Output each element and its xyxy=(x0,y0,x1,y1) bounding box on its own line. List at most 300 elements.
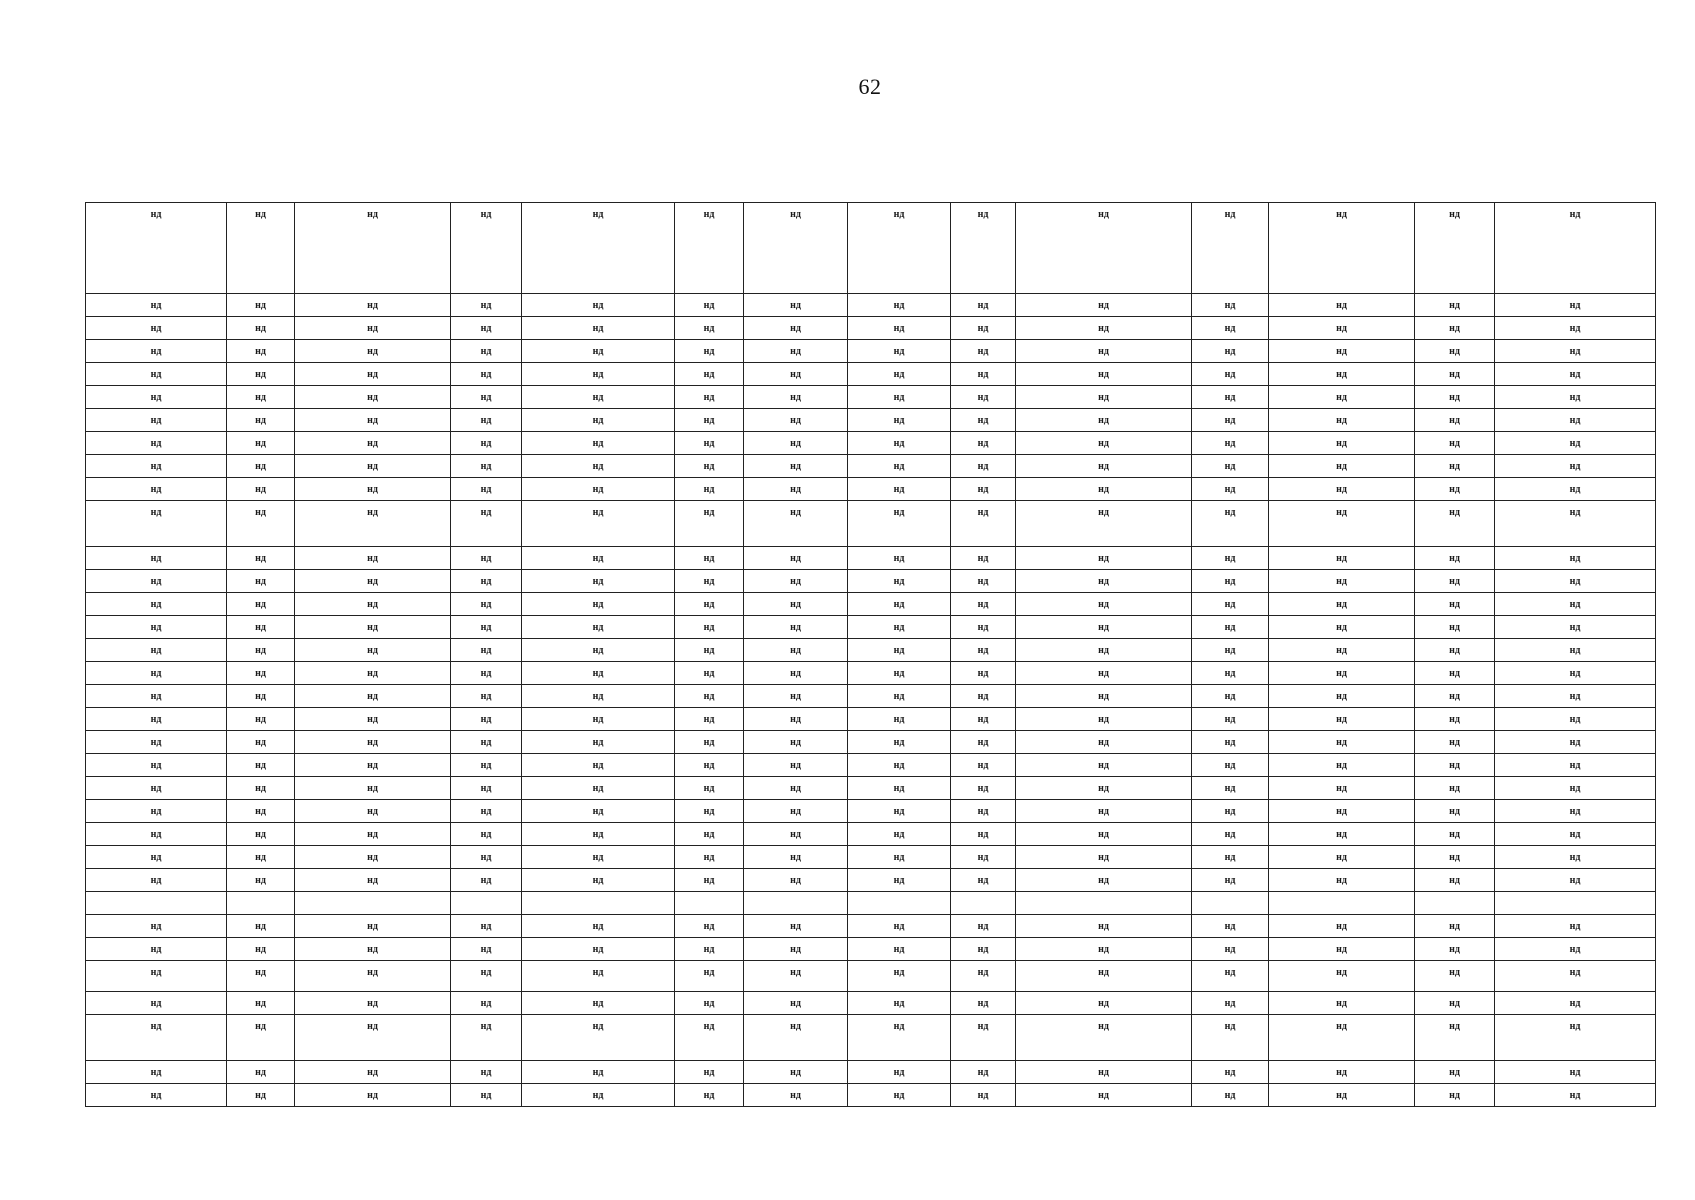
table-cell xyxy=(295,455,451,478)
table-cell xyxy=(1016,593,1192,616)
cell-text: нд xyxy=(893,921,905,932)
table-cell xyxy=(1495,501,1656,547)
cell-text: нд xyxy=(480,783,492,794)
cell-text: нд xyxy=(367,875,378,886)
table-cell xyxy=(744,869,848,892)
cell-text: нд xyxy=(480,1090,492,1101)
table-cell xyxy=(675,616,744,639)
cell-text: нд xyxy=(1336,323,1347,334)
table-cell xyxy=(295,593,451,616)
cell-text: нд xyxy=(1098,438,1109,449)
cell-text: нд xyxy=(1569,737,1581,748)
cell-text: нд xyxy=(255,553,266,564)
table-row xyxy=(86,294,1656,317)
table-cell xyxy=(451,1084,522,1107)
cell-text: нд xyxy=(703,852,715,863)
cell-text: нд xyxy=(480,392,492,403)
cell-text: нд xyxy=(592,392,604,403)
table-cell xyxy=(744,823,848,846)
table-cell xyxy=(1192,616,1269,639)
cell-text: нд xyxy=(480,852,492,863)
table-cell xyxy=(848,892,951,915)
cell-text: нд xyxy=(1569,967,1581,978)
table-cell xyxy=(675,992,744,1015)
header-cell-text: нд xyxy=(703,209,715,220)
table-cell xyxy=(295,317,451,340)
table-cell xyxy=(1269,363,1415,386)
table-cell xyxy=(951,501,1016,547)
cell-text: нд xyxy=(790,944,801,955)
cell-text: нд xyxy=(1224,691,1236,702)
table-cell xyxy=(227,432,295,455)
table-cell xyxy=(451,593,522,616)
cell-text: нд xyxy=(1336,300,1347,311)
cell-text: нд xyxy=(1336,783,1347,794)
table-cell xyxy=(951,455,1016,478)
table-cell xyxy=(522,992,675,1015)
table-cell xyxy=(451,1015,522,1061)
cell-text: нд xyxy=(480,599,492,610)
table-cell xyxy=(1192,386,1269,409)
table-cell xyxy=(1415,800,1495,823)
cell-text: нд xyxy=(367,553,378,564)
table-cell xyxy=(1016,777,1192,800)
table-row xyxy=(86,363,1656,386)
table-cell xyxy=(1192,340,1269,363)
cell-text: нд xyxy=(592,507,604,518)
table-cell xyxy=(744,294,848,317)
table-cell xyxy=(744,800,848,823)
cell-text: нд xyxy=(367,783,378,794)
table-cell xyxy=(848,823,951,846)
table-cell xyxy=(1495,386,1656,409)
table-cell xyxy=(848,593,951,616)
table-cell xyxy=(1269,915,1415,938)
cell-text: нд xyxy=(480,1021,492,1032)
cell-text: нд xyxy=(150,875,162,886)
table-cell xyxy=(1016,754,1192,777)
header-cell-text: нд xyxy=(790,209,801,220)
cell-text: нд xyxy=(255,300,266,311)
cell-text: нд xyxy=(367,691,378,702)
cell-text: нд xyxy=(592,461,604,472)
table-cell xyxy=(951,708,1016,731)
table-cell xyxy=(86,570,227,593)
table-cell xyxy=(1495,593,1656,616)
cell-text: нд xyxy=(790,852,801,863)
table-cell xyxy=(1415,386,1495,409)
cell-text: нд xyxy=(255,576,266,587)
cell-text: нд xyxy=(703,369,715,380)
table-cell xyxy=(951,639,1016,662)
table-cell xyxy=(86,478,227,501)
cell-text: нд xyxy=(150,967,162,978)
table-cell xyxy=(451,992,522,1015)
table-cell xyxy=(1415,823,1495,846)
cell-text: нд xyxy=(1569,461,1581,472)
table-cell xyxy=(451,846,522,869)
cell-text: нд xyxy=(255,622,266,633)
table-cell xyxy=(1192,777,1269,800)
cell-text: нд xyxy=(1449,944,1460,955)
cell-text: нд xyxy=(1098,852,1109,863)
table-cell xyxy=(848,294,951,317)
cell-text: нд xyxy=(367,484,378,495)
header-cell-text: нд xyxy=(1336,209,1347,220)
cell-text: нд xyxy=(592,691,604,702)
cell-text: нд xyxy=(703,1067,715,1078)
table-header-cell xyxy=(522,203,675,294)
table-cell xyxy=(675,800,744,823)
cell-text: нд xyxy=(1449,1021,1460,1032)
cell-text: нд xyxy=(893,553,905,564)
table-cell xyxy=(1016,340,1192,363)
table-cell xyxy=(1415,685,1495,708)
table-cell xyxy=(1192,363,1269,386)
table-cell xyxy=(522,547,675,570)
table-cell xyxy=(227,1061,295,1084)
table-cell xyxy=(522,616,675,639)
cell-text: нд xyxy=(1336,967,1347,978)
cell-text: нд xyxy=(1224,1021,1236,1032)
cell-text: нд xyxy=(1098,323,1109,334)
table-cell xyxy=(1016,869,1192,892)
table-cell xyxy=(951,340,1016,363)
cell-text: нд xyxy=(592,599,604,610)
cell-text: нд xyxy=(1569,921,1581,932)
table-row xyxy=(86,1015,1656,1061)
cell-text: нд xyxy=(1569,415,1581,426)
cell-text: нд xyxy=(703,461,715,472)
cell-text: нд xyxy=(1224,714,1236,725)
table-cell xyxy=(744,662,848,685)
cell-text: нд xyxy=(1569,507,1581,518)
cell-text: нд xyxy=(1224,622,1236,633)
table-cell xyxy=(295,731,451,754)
table-cell xyxy=(951,869,1016,892)
table-cell xyxy=(522,800,675,823)
table-cell xyxy=(522,501,675,547)
cell-text: нд xyxy=(893,645,905,656)
cell-text: нд xyxy=(592,300,604,311)
table-cell xyxy=(1495,340,1656,363)
header-cell-text: нд xyxy=(1449,209,1460,220)
cell-text: нд xyxy=(480,553,492,564)
cell-text: нд xyxy=(703,438,715,449)
cell-text: нд xyxy=(1098,599,1109,610)
table-cell xyxy=(295,570,451,593)
table-row xyxy=(86,938,1656,961)
cell-text: нд xyxy=(592,645,604,656)
table-row xyxy=(86,892,1656,915)
table-cell xyxy=(1016,915,1192,938)
cell-text: нд xyxy=(1449,668,1460,679)
cell-text: нд xyxy=(255,737,266,748)
cell-text: нд xyxy=(1224,783,1236,794)
table-cell xyxy=(848,915,951,938)
cell-text: нд xyxy=(1098,944,1109,955)
table-cell xyxy=(848,363,951,386)
table-cell xyxy=(522,823,675,846)
table-cell xyxy=(1192,754,1269,777)
cell-text: нд xyxy=(1224,760,1236,771)
cell-text: нд xyxy=(703,507,715,518)
table-cell xyxy=(1192,708,1269,731)
table-cell xyxy=(951,317,1016,340)
cell-text: нд xyxy=(1224,415,1236,426)
table-cell xyxy=(451,708,522,731)
table-cell xyxy=(227,961,295,992)
cell-text: нд xyxy=(977,622,989,633)
cell-text: нд xyxy=(1098,484,1109,495)
cell-text: нд xyxy=(1449,806,1460,817)
table-header-cell xyxy=(1495,203,1656,294)
cell-text: нд xyxy=(703,300,715,311)
table-cell xyxy=(848,386,951,409)
cell-text: нд xyxy=(480,438,492,449)
cell-text: нд xyxy=(1569,300,1581,311)
table-cell xyxy=(1269,938,1415,961)
cell-text: нд xyxy=(1224,852,1236,863)
table-cell xyxy=(1415,432,1495,455)
table-cell xyxy=(451,754,522,777)
cell-text: нд xyxy=(893,714,905,725)
table-header-cell xyxy=(1415,203,1495,294)
table-cell xyxy=(1269,294,1415,317)
table-cell xyxy=(744,570,848,593)
cell-text: нд xyxy=(893,691,905,702)
table-cell xyxy=(848,570,951,593)
cell-text: нд xyxy=(1098,921,1109,932)
page-number: 62 xyxy=(858,74,882,99)
cell-text: нд xyxy=(1449,369,1460,380)
table-cell xyxy=(675,593,744,616)
table-cell xyxy=(86,823,227,846)
cell-text: нд xyxy=(1224,576,1236,587)
table-cell xyxy=(744,432,848,455)
cell-text: нд xyxy=(703,415,715,426)
cell-text: нд xyxy=(977,944,989,955)
table-cell xyxy=(86,432,227,455)
cell-text: нд xyxy=(150,1021,162,1032)
cell-text: нд xyxy=(480,875,492,886)
table-cell xyxy=(744,708,848,731)
cell-text: нд xyxy=(1224,323,1236,334)
table-row xyxy=(86,432,1656,455)
cell-text: нд xyxy=(1224,392,1236,403)
table-cell xyxy=(227,478,295,501)
table-cell xyxy=(675,1084,744,1107)
table-cell xyxy=(227,294,295,317)
table-cell xyxy=(86,363,227,386)
table-cell xyxy=(951,1061,1016,1084)
table-cell xyxy=(848,754,951,777)
table-cell xyxy=(744,317,848,340)
table-cell xyxy=(1016,570,1192,593)
table-cell xyxy=(744,1084,848,1107)
cell-text: нд xyxy=(893,576,905,587)
cell-text: нд xyxy=(977,300,989,311)
cell-text: нд xyxy=(1569,1067,1581,1078)
cell-text: нд xyxy=(790,921,801,932)
table-cell xyxy=(1192,915,1269,938)
cell-text: нд xyxy=(1098,806,1109,817)
cell-text: нд xyxy=(592,714,604,725)
cell-text: нд xyxy=(150,484,162,495)
table-cell xyxy=(1016,386,1192,409)
cell-text: нд xyxy=(1449,691,1460,702)
cell-text: нд xyxy=(255,829,266,840)
table-cell xyxy=(295,432,451,455)
table-cell xyxy=(451,616,522,639)
table-row xyxy=(86,639,1656,662)
table-row xyxy=(86,708,1656,731)
table-row xyxy=(86,731,1656,754)
cell-text: нд xyxy=(150,737,162,748)
table-cell xyxy=(744,846,848,869)
table-cell xyxy=(675,869,744,892)
cell-text: нд xyxy=(255,998,266,1009)
table-cell xyxy=(1269,616,1415,639)
cell-text: нд xyxy=(1336,461,1347,472)
table-cell xyxy=(86,1084,227,1107)
table-cell xyxy=(675,455,744,478)
table-cell xyxy=(295,708,451,731)
cell-text: нд xyxy=(592,783,604,794)
table-cell xyxy=(451,478,522,501)
cell-text: нд xyxy=(790,668,801,679)
cell-text: нд xyxy=(1449,967,1460,978)
table-cell xyxy=(1016,478,1192,501)
header-cell-text: нд xyxy=(592,209,604,220)
cell-text: нд xyxy=(367,852,378,863)
table-cell xyxy=(1495,547,1656,570)
table-cell xyxy=(1269,869,1415,892)
table-header-cell xyxy=(1016,203,1192,294)
cell-text: нд xyxy=(1224,300,1236,311)
table-cell xyxy=(522,754,675,777)
cell-text: нд xyxy=(790,737,801,748)
cell-text: нд xyxy=(1098,691,1109,702)
table-cell xyxy=(1269,777,1415,800)
cell-text: нд xyxy=(255,346,266,357)
table-cell xyxy=(451,800,522,823)
table-cell xyxy=(744,1061,848,1084)
cell-text: нд xyxy=(255,668,266,679)
cell-text: нд xyxy=(977,507,989,518)
table-cell xyxy=(1192,961,1269,992)
cell-text: нд xyxy=(150,576,162,587)
cell-text: нд xyxy=(150,829,162,840)
table-cell xyxy=(1495,409,1656,432)
cell-text: нд xyxy=(150,944,162,955)
cell-text: нд xyxy=(977,852,989,863)
cell-text: нд xyxy=(703,714,715,725)
table-cell xyxy=(744,386,848,409)
table-row xyxy=(86,616,1656,639)
table-cell xyxy=(1415,754,1495,777)
cell-text: нд xyxy=(790,438,801,449)
table-cell xyxy=(1016,363,1192,386)
table-cell xyxy=(227,869,295,892)
table-cell xyxy=(1192,846,1269,869)
table-cell xyxy=(1495,992,1656,1015)
header-cell-text: нд xyxy=(480,209,492,220)
cell-text: нд xyxy=(592,806,604,817)
table-cell xyxy=(848,685,951,708)
table-cell xyxy=(1495,639,1656,662)
cell-text: нд xyxy=(1224,346,1236,357)
table-cell xyxy=(951,363,1016,386)
header-cell-text: нд xyxy=(1569,209,1581,220)
cell-text: нд xyxy=(367,944,378,955)
cell-text: нд xyxy=(150,921,162,932)
cell-text: нд xyxy=(703,760,715,771)
table-cell xyxy=(951,800,1016,823)
table-cell xyxy=(1016,1015,1192,1061)
cell-text: нд xyxy=(150,806,162,817)
cell-text: нд xyxy=(255,507,266,518)
cell-text: нд xyxy=(790,599,801,610)
cell-text: нд xyxy=(790,967,801,978)
cell-text: нд xyxy=(1098,553,1109,564)
cell-text: нд xyxy=(150,599,162,610)
cell-text: нд xyxy=(150,998,162,1009)
cell-text: нд xyxy=(1449,438,1460,449)
cell-text: нд xyxy=(480,944,492,955)
table-header-cell xyxy=(675,203,744,294)
table-cell xyxy=(522,1061,675,1084)
table-cell xyxy=(1016,992,1192,1015)
data-table xyxy=(85,202,1656,1107)
table-cell xyxy=(522,708,675,731)
cell-text: нд xyxy=(150,438,162,449)
cell-text: нд xyxy=(790,323,801,334)
cell-text: нд xyxy=(1569,760,1581,771)
cell-text: нд xyxy=(480,645,492,656)
table-cell xyxy=(1415,294,1495,317)
cell-text: нд xyxy=(1569,622,1581,633)
table-cell xyxy=(86,662,227,685)
cell-text: нд xyxy=(480,806,492,817)
table-cell xyxy=(675,432,744,455)
table-cell xyxy=(522,892,675,915)
table-cell xyxy=(295,386,451,409)
table-cell xyxy=(1495,777,1656,800)
cell-text: нд xyxy=(1569,691,1581,702)
table-cell xyxy=(1016,547,1192,570)
cell-text: нд xyxy=(790,783,801,794)
table-cell xyxy=(1192,800,1269,823)
cell-text: нд xyxy=(790,392,801,403)
table-cell xyxy=(951,846,1016,869)
cell-text: нд xyxy=(1224,875,1236,886)
table-row xyxy=(86,455,1656,478)
table-cell xyxy=(744,1015,848,1061)
cell-text: нд xyxy=(1449,622,1460,633)
table-cell xyxy=(86,915,227,938)
cell-text: нд xyxy=(592,1090,604,1101)
table-cell xyxy=(1495,478,1656,501)
table-cell xyxy=(227,800,295,823)
table-cell xyxy=(1016,639,1192,662)
table-cell xyxy=(451,915,522,938)
cell-text: нд xyxy=(150,1067,162,1078)
cell-text: нд xyxy=(1449,760,1460,771)
table-cell xyxy=(1495,754,1656,777)
cell-text: нд xyxy=(367,1021,378,1032)
cell-text: нд xyxy=(977,783,989,794)
